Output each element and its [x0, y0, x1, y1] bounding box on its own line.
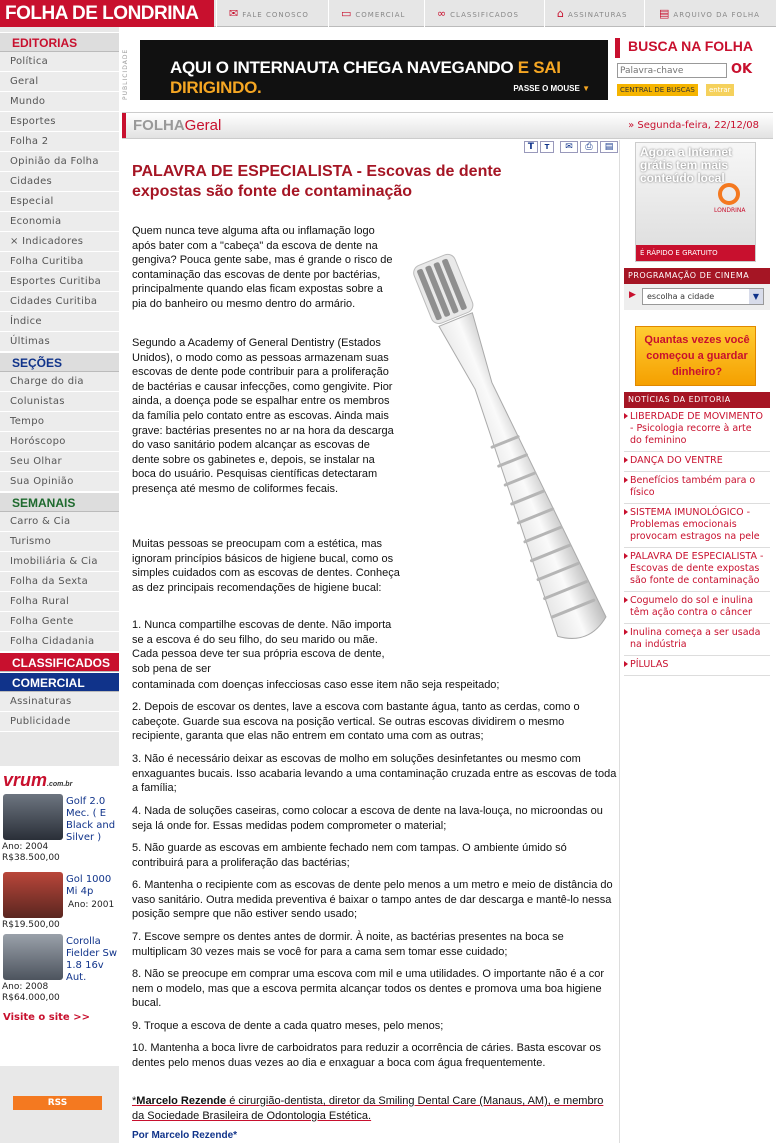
author-note: *Marcelo Rezende é cirurgião-dentista, diretor da Smiling Dental Care (Manaus, AM), e membro da Sociedade Brasileira de Odontologia Estética. [132, 1095, 604, 1122]
car-photo[interactable] [3, 934, 63, 980]
sidebar-item[interactable]: × Indicadores [0, 232, 119, 252]
arrow-right-icon: ▶ [629, 290, 636, 300]
publicidade-label: PUBLICIDADE [122, 48, 129, 100]
central-buscas-link[interactable]: CENTRAL DE BUSCAS [617, 84, 698, 96]
search-ok-button[interactable]: OK [731, 62, 753, 77]
article-paragraph: Quem nunca teve alguma afta ou inflamação logo após bater com a "cabeça" da escova de dente na gengiva? Pouca gente sabe, mas é grande o risco de contaminação das escovas de dente por bactérias, principalmente quando elas ficam expostas sobre a pia do banheiro ou mesmo dentro do armário. [132, 225, 393, 310]
byline: Por Marcelo Rezende* [132, 1130, 238, 1141]
sidebar-item[interactable]: Esportes Curitiba [0, 272, 119, 292]
nav-classificados[interactable]: ∞ CLASSIFICADOS [424, 0, 544, 27]
editorias-heading: EDITORIAS [0, 32, 119, 52]
entrar-button[interactable]: entrar [706, 84, 734, 96]
search-input[interactable] [617, 63, 727, 78]
date-label: » Segunda-feira, 22/12/08 [628, 120, 759, 131]
rss-button[interactable]: RSS [13, 1096, 102, 1110]
savings-ad[interactable]: Quantas vezes você começou a guardar dinheiro? [635, 326, 756, 386]
font-decrease-icon[interactable]: T [540, 141, 554, 153]
semanais-heading: SEMANAIS [0, 492, 119, 512]
sidebar-item[interactable]: Índice [0, 312, 119, 332]
sidebar-item[interactable]: Opinião da Folha [0, 152, 119, 172]
comment-icon[interactable]: ▤ [600, 141, 618, 153]
vrum-logo[interactable]: vrum.com.br [3, 770, 73, 790]
noticias-box: NOTÍCIAS DA EDITORIA LIBERDADE DE MOVIMENTO - Psicologia recorre à arte do feminino DANÇA DO VENTRE Benefícios também para o físico SISTEMA IMUNOLÓGICO - Problemas emocionais provocam estragos na pele PALAVRA DE ESPECIALISTA - Escovas de dente expostas são fonte de contaminação Cogumelo do sol e inulina têm ação contra o câncer Inulina começa a ser usada na indústria PÍLULAS [624, 392, 770, 676]
sidebar-item[interactable]: Seu Olhar [0, 452, 119, 472]
internet-ad[interactable]: Agora a Internet grátis tem mais conteúdo local LONDRINA É RÁPIDO E GRATUITO [635, 142, 756, 262]
article-paragraph: 10. Mantenha a boca livre de carboidratos para reduzir a ocorrência de cáries. Basta escovar os dentes pelo menos duas vezes ao dia e enxaguar a boca com água frequentemente. [132, 1042, 601, 1069]
chevron-down-icon[interactable]: ▼ [749, 289, 763, 304]
mail-icon[interactable]: ✉ [560, 141, 578, 153]
cinema-box: PROGRAMAÇÃO DE CINEMA ▶ escolha a cidade ▼ [624, 268, 770, 310]
news-link[interactable]: SISTEMA IMUNOLÓGICO - Problemas emocionais provocam estragos na pele [624, 504, 770, 548]
sidebar-item[interactable]: Economia [0, 212, 119, 232]
arrow-down-icon: ▼ [582, 84, 590, 93]
section-title: FOLHAGeral [133, 117, 222, 134]
article-paragraph: 4. Nada de soluções caseiras, como colocar a escova de dente na lava-louça, no microondas ou seja lá onde for. Essas medidas podem comprometer o material; [132, 805, 603, 832]
sidebar-item[interactable]: Sua Opinião [0, 472, 119, 492]
sidebar-item[interactable]: Imobiliária & Cia [0, 552, 119, 572]
sidebar-item[interactable]: Carro & Cia [0, 512, 119, 532]
sidebar-item[interactable]: Cidades Curitiba [0, 292, 119, 312]
sidebar-item[interactable]: Folha Curitiba [0, 252, 119, 272]
nav-assinaturas[interactable]: ⌂ ASSINATURAS [544, 0, 644, 27]
sidebar-item[interactable]: Colunistas [0, 392, 119, 412]
sidebar-item[interactable]: Folha Gente [0, 612, 119, 632]
search-title: BUSCA NA FOLHA [615, 38, 773, 58]
briefcase-icon: ▭ [341, 7, 352, 20]
sidebar-item[interactable]: Turismo [0, 532, 119, 552]
article-title: PALAVRA DE ESPECIALISTA - Escovas de dente expostas são fonte de contaminação [132, 163, 502, 200]
sidebar-item[interactable]: Assinaturas [0, 692, 119, 712]
glasses-icon: ∞ [437, 7, 447, 20]
vrum-widget: vrum.com.br Golf 2.0 Mec. ( E Black and Silver ) Ano: 2004 R$38.500,00 Gol 1000 Mi 4p Ano: 2001 R$19.500,00 Corolla Fielder Sw 1.8 16v Aut. Ano: 2008 R$64.000,00 Visite o site >> [0, 766, 119, 1066]
news-link[interactable]: Inulina começa a ser usada na indústria [624, 624, 770, 656]
article-paragraph: 2. Depois de escovar os dentes, lave a escova com bastante água, tanto as cerdas, como o cabeçote. Guarde sua escova na posição vertical. Se outras escovas dividirem o mesmo recipiente, garanta que elas não entrem em contato uma com as outras; [132, 701, 580, 743]
target-icon [718, 183, 740, 205]
news-link[interactable]: PALAVRA DE ESPECIALISTA - Escovas de dente expostas são fonte de contaminação [624, 548, 770, 592]
secoes-heading: SEÇÕES [0, 352, 119, 372]
sidebar-item[interactable]: Política [0, 52, 119, 72]
article-paragraph: contaminada com doenças infecciosas caso esse item não seja respeitado; [132, 679, 500, 691]
article-paragraph: 3. Não é necessário deixar as escovas de molho em soluções desinfetantes ou mesmo com enxaguantes bucais. Isso acabaria levando a uma contaminação cruzada entre as escovas de toda a família; [132, 753, 617, 795]
news-link[interactable]: PÍLULAS [624, 656, 770, 676]
sidebar-item[interactable]: Folha Cidadania [0, 632, 119, 652]
sidebar-item[interactable]: Geral [0, 72, 119, 92]
ad-banner[interactable]: AQUI O INTERNAUTA CHEGA NAVEGANDO E SAI DIRIGINDO. PASSE O MOUSE ▼ [140, 40, 608, 100]
sidebar-item[interactable]: Especial [0, 192, 119, 212]
article-paragraph: 1. Nunca compartilhe escovas de dente. Não importa se a escova é do seu filho, do seu marido ou mãe. Cada pessoa deve ter sua própria escova de dente, sob pena de ser [132, 619, 392, 675]
sidebar-item[interactable]: Folha 2 [0, 132, 119, 152]
city-select[interactable]: escolha a cidade ▼ [642, 288, 764, 305]
search-box [615, 36, 773, 106]
sidebar-item[interactable]: Últimas [0, 332, 119, 352]
toothbrush-illustration [407, 240, 617, 662]
nav-comercial[interactable]: ▭ COMERCIAL [328, 0, 424, 27]
news-link[interactable]: Cogumelo do sol e inulina têm ação contra o câncer [624, 592, 770, 624]
envelope-icon: ✉ [229, 7, 239, 20]
site-logo[interactable]: FOLHA DE LONDRINA [0, 0, 214, 27]
news-link[interactable]: LIBERDADE DE MOVIMENTO - Psicologia recorre à arte do feminino [624, 408, 770, 452]
article-paragraph: 7. Escove sempre os dentes antes de dormir. À noite, as bactérias presentes na boca se multiplicam 30 vezes mais se você for para a cama sem tomar esse cuidado; [132, 931, 564, 958]
classificados-link[interactable]: CLASSIFICADOS [0, 652, 119, 672]
print-icon[interactable]: ⎙ [580, 141, 598, 153]
nav-fale-conosco[interactable]: ✉ FALE CONOSCO [216, 0, 328, 27]
article-paragraph: Segundo a Academy of General Dentistry (Estados Unidos), o modo como as pessoas armazenam suas escovas de dente pode contribuir para a proliferação de bactérias e causar infecções, como gengivite. Pior ainda, a doença pode se espalhar entre os membros da família pelo contato entre as escovas. Ainda mais grave: bactérias presentes no ar na hora da descarga do vaso sanitário podem alcançar as escovas de dente sobre os gabinetes e, depois, se instalar na boca do usuário. Pesquisas científicas detectaram presença até mesmo de coliformes fecais. [132, 337, 394, 495]
news-link[interactable]: Benefícios também para o físico [624, 472, 770, 504]
sidebar-item[interactable]: Mundo [0, 92, 119, 112]
sidebar-item[interactable]: Publicidade [0, 712, 119, 732]
sidebar-item[interactable]: Horóscopo [0, 432, 119, 452]
vrum-visit-link[interactable]: Visite o site >> [3, 1012, 90, 1023]
car-photo[interactable] [3, 794, 63, 840]
sidebar-item[interactable]: Esportes [0, 112, 119, 132]
article-paragraph: 9. Troque a escova de dente a cada quatro meses, pelo menos; [132, 1020, 444, 1032]
font-increase-icon[interactable]: T [524, 141, 538, 153]
sidebar-item[interactable]: Folha Rural [0, 592, 119, 612]
sidebar-item[interactable]: Folha da Sexta [0, 572, 119, 592]
top-bar [0, 0, 776, 27]
car-photo[interactable] [3, 872, 63, 918]
section-bar [122, 112, 773, 139]
article [122, 140, 620, 1143]
article-paragraph: 5. Não guarde as escovas em ambiente fechado nem com tampas. O ambiente úmido só contribuirá para a proliferação das bactérias; [132, 842, 567, 869]
sidebar-item[interactable]: Cidades [0, 172, 119, 192]
house-icon: ⌂ [557, 7, 564, 20]
comercial-heading: COMERCIAL [0, 672, 119, 692]
sidebar-item[interactable]: Charge do dia [0, 372, 119, 392]
sidebar-item[interactable]: Tempo [0, 412, 119, 432]
article-tools [524, 141, 618, 153]
document-icon: ▤ [659, 7, 670, 20]
nav-arquivo[interactable]: ▤ ARQUIVO DA FOLHA [644, 0, 776, 27]
article-paragraph: 6. Mantenha o recipiente com as escovas de dente pelo menos a um metro e meio de distância do vaso sanitário. Outra medida preventiva é baixar o tampo antes de dar descarga e mantê-lo nessa posição sempre que não estiver sendo usado; [132, 879, 613, 921]
right-column [624, 140, 776, 1143]
article-paragraph: Muitas pessoas se preocupam com a estética, mas ignoram princípios básicos de higiene bucal, como os simples cuidados com as escovas de dentes. Conheça as dez principais recomendações de higiene bucal: [132, 538, 400, 594]
news-link[interactable]: DANÇA DO VENTRE [624, 452, 770, 472]
article-paragraph: 8. Não se preocupe em comprar uma escova com mil e uma utilidades. O importante não é a cor nem o modelo, mas que a escova permita alcançar todos os dentes e promova uma boa higiene bucal. [132, 968, 605, 1010]
